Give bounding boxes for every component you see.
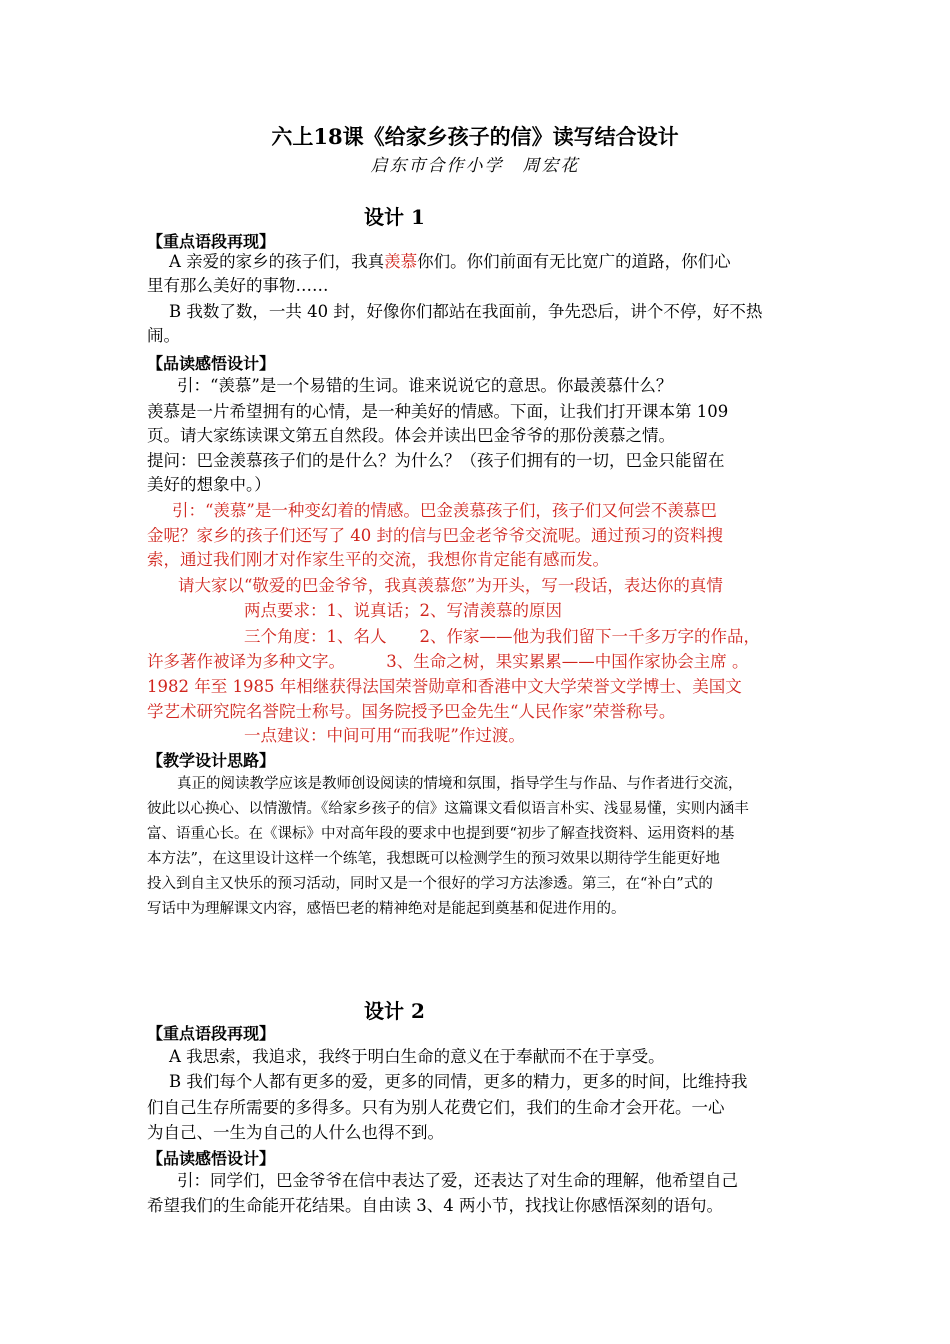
design-2-key-line: 们自己生存所需要的多得多。只有为别人花费它们，我们的生命才会开花。一心 <box>147 1098 725 1117</box>
design-1-key-a-line-1 <box>169 250 731 274</box>
design-1-read-header: 【品读感悟设计】 <box>147 354 276 373</box>
design-2-key-line: 为自己、一生为自己的人什么也得不到。 <box>147 1123 444 1142</box>
design-1-heading: 设计 1 <box>364 205 425 229</box>
design-1-red-line: 引：“羡慕”是一种变幻着的情感。巴金羡慕孩子们，孩子们又何尝不羡慕巴 <box>172 501 717 520</box>
design-2-read-header: 【品读感悟设计】 <box>147 1149 276 1168</box>
design-2-read-line: 希望我们的生命能开花结果。自由读 3、4 两小节，找找让你感悟深刻的语句。 <box>147 1196 723 1215</box>
key-a-post: 你们。你们前面有无比宽广的道路，你们心 <box>417 252 731 271</box>
design-1-read-line: 页。请大家练读课文第五自然段。体会并读出巴金爷爷的那份羡慕之情。 <box>147 426 675 445</box>
design-1-red-line: 三个角度：1、名人 2、作家——他为我们留下一千多万字的作品， <box>244 627 760 646</box>
design-1-think-line: 真正的阅读教学应该是教师创设阅读的情境和氛围，指导学生与作品、与作者进行交流， <box>177 776 743 792</box>
design-1-think-line: 彼此以心换心、以情激情。《给家乡孩子的信》这篇课文看似语言朴实、浅显易懂，实则内涵丰 <box>147 801 749 817</box>
design-1-think-line: 本方法”，在这里设计这样一个练笔，我想既可以检测学生的预习效果以期待学生能更好地 <box>147 851 720 867</box>
design-2-key-line: B 我们每个人都有更多的爱，更多的同情，更多的精力，更多的时间，比维持我 <box>169 1072 748 1091</box>
document-author: 启东市合作小学 周宏花 <box>370 156 580 176</box>
design-1-think-line: 写话中为理解课文内容，感悟巴老的精神绝对是能起到奠基和促进作用的。 <box>147 901 626 917</box>
design-1-red-line: 1982 年至 1985 年相继获得法国荣誉勋章和香港中文大学荣誉文学博士、美国文 <box>147 677 742 696</box>
design-1-read-line: 羡慕是一片希望拥有的心情，是一种美好的情感。下面，让我们打开课本第 109 <box>147 402 729 421</box>
design-1-think-header: 【教学设计思路】 <box>147 751 276 770</box>
design-1-think-line: 投入到自主又快乐的预习活动，同时又是一个很好的学习方法渗透。第三，在“补白”式的 <box>147 876 713 892</box>
design-1-read-line: 引：“羡慕”是一个易错的生词。谁来说说它的意思。你最羡慕什么？ <box>177 376 673 395</box>
design-1-think-line: 富、语重心长。在《课标》中对高年段的要求中也提到要“初步了解查找资料、运用资料的基 <box>147 826 735 842</box>
design-1-red-line: 许多著作被译为多种文字。 3、生命之树，果实累累——中国作家协会主席 。 <box>147 652 749 671</box>
design-1-red-line: 两点要求：1、说真话；2、写清羡慕的原因 <box>244 601 562 620</box>
key-a-pre: A 亲爱的家乡的孩子们，我真 <box>169 252 385 271</box>
key-a-highlight: 羡慕 <box>384 252 418 271</box>
document-title: 六上18课《给家乡孩子的信》读写结合设计 <box>271 124 679 149</box>
design-2-key-header: 【重点语段再现】 <box>147 1024 276 1043</box>
design-2-heading: 设计 2 <box>364 999 425 1023</box>
design-1-key-b-line-2: 闹。 <box>147 326 180 345</box>
design-1-red-line: 请大家以“敬爱的巴金爷爷，我真羡慕您”为开头，写一段话，表达你的真情 <box>178 576 723 595</box>
design-1-red-line: 金呢？家乡的孩子们还写了 40 封的信与巴金老爷爷交流呢。通过预习的资料搜 <box>147 526 723 545</box>
design-1-read-line: 提问：巴金羡慕孩子们的是什么？为什么？（孩子们拥有的一切，巴金只能留在 <box>147 451 725 470</box>
design-2-read-line: 引：同学们，巴金爷爷在信中表达了爱，还表达了对生命的理解，他希望自己 <box>177 1171 738 1190</box>
design-2-key-line: A 我思索，我追求，我终于明白生命的意义在于奉献而不在于享受。 <box>169 1047 665 1066</box>
design-1-red-line: 一点建议：中间可用“而我呢”作过渡。 <box>244 726 525 745</box>
design-1-read-line: 美好的想象中。） <box>147 475 271 494</box>
design-1-key-b-line-1: B 我数了数，一共 40 封，好像你们都站在我面前，争先恐后，讲个不停，好不热 <box>169 302 763 321</box>
design-1-key-header: 【重点语段再现】 <box>147 232 276 251</box>
design-1-red-line: 索，通过我们刚才对作家生平的交流，我想你肯定能有感而发。 <box>147 550 609 569</box>
design-1-red-line: 学艺术研究院名誉院士称号。国务院授予巴金先生“人民作家”荣誉称号。 <box>147 702 676 721</box>
design-1-key-a-line-2: 里有那么美好的事物…… <box>147 276 329 295</box>
